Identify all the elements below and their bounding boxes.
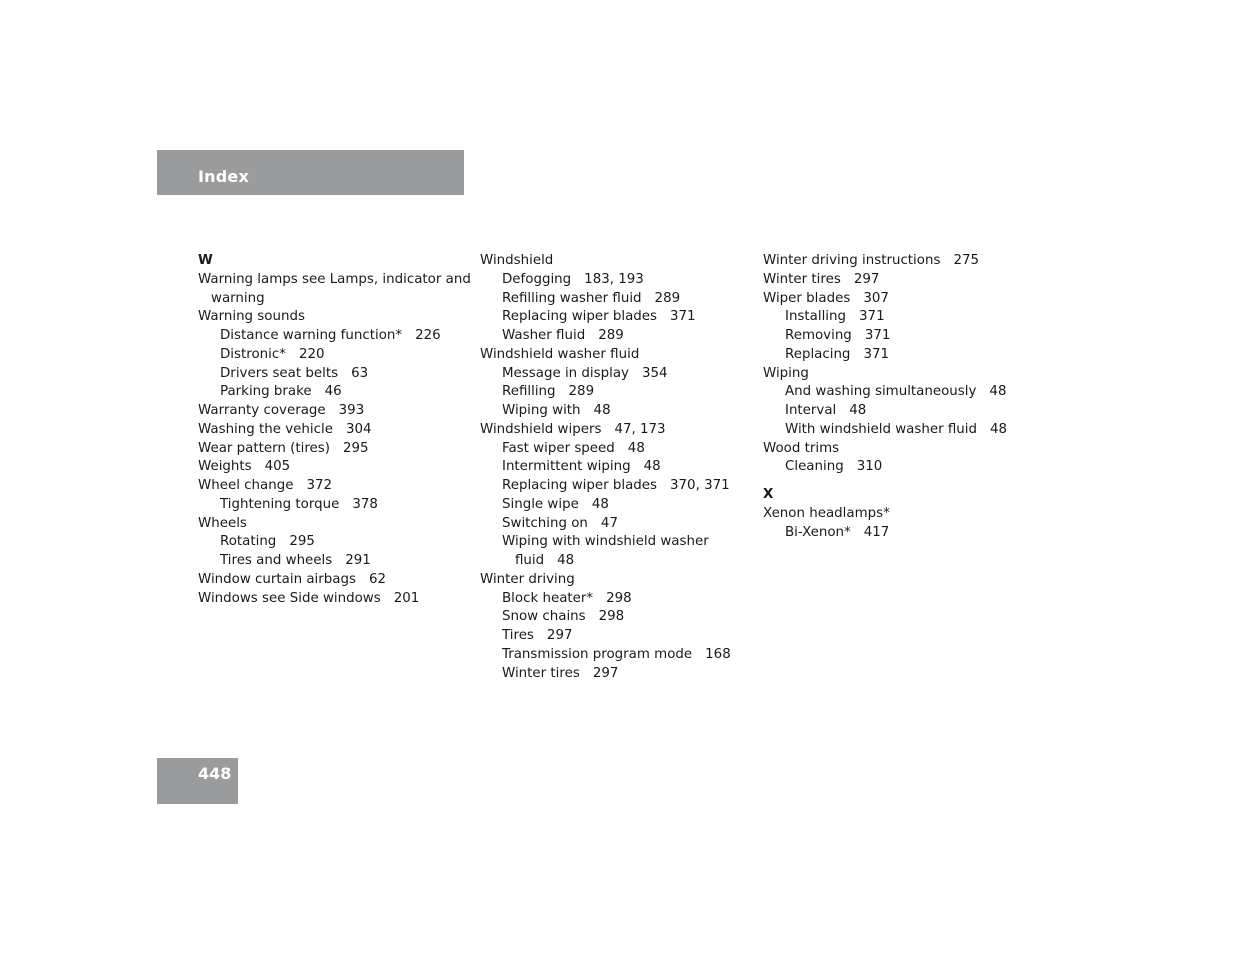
index-entry [480, 571, 731, 590]
index-term: Block heater* [502, 590, 594, 606]
index-term: Warranty coverage [198, 403, 326, 418]
index-entry [198, 402, 471, 421]
index-term: Tires and wheels [220, 553, 333, 568]
index-term: And washing simultaneously [785, 384, 977, 400]
index-entry [198, 421, 471, 440]
index-term: Defogging [502, 271, 572, 287]
index-page-ref: 371 [859, 309, 885, 325]
index-page-ref: 48 [591, 496, 609, 512]
index-page-ref: 289 [654, 290, 681, 306]
index-subentry [763, 402, 1007, 421]
index-page-ref: 63 [351, 365, 369, 381]
index-page-ref: 47, 173 [614, 421, 666, 437]
index-term: Winter tires [763, 271, 841, 287]
index-term: W [198, 253, 213, 268]
index-term: Washing the vehicle [198, 421, 333, 437]
index-page-ref: 372 [306, 478, 333, 493]
index-subentry [198, 496, 471, 515]
index-column-1 [198, 252, 471, 608]
index-entry [198, 271, 471, 290]
index-term: Xenon headlamps* [763, 505, 890, 521]
index-page-ref: 297 [592, 665, 619, 681]
index-page-ref: 291 [345, 553, 371, 568]
index-subentry [480, 590, 731, 609]
index-subentry [198, 290, 471, 309]
index-term: Wiping with windshield washer [502, 534, 709, 550]
index-page-ref: 48 [593, 403, 611, 418]
index-term: Tires [502, 628, 534, 643]
index-subentry [480, 327, 731, 346]
index-page-ref: 48 [627, 440, 645, 456]
index-term: Bi-Xenon* [785, 524, 851, 540]
index-term: Distance warning function* [220, 328, 403, 343]
index-page-ref: 48 [989, 421, 1008, 437]
index-page-ref: 201 [393, 590, 420, 606]
index-subentry [480, 515, 731, 534]
index-subentry [198, 327, 471, 346]
index-subentry [480, 365, 731, 384]
index-term: Intermittent wiping [502, 459, 631, 475]
index-entry [480, 252, 731, 271]
index-subentry [480, 383, 731, 402]
index-header-bar [157, 150, 464, 195]
index-page-ref: 46 [324, 384, 342, 400]
index-term: Refilling washer fluid [502, 290, 642, 306]
index-page-ref: 393 [338, 403, 365, 418]
index-entry [198, 571, 471, 590]
index-term: Message in display [502, 365, 629, 381]
index-page-ref: 183, 193 [584, 271, 644, 287]
index-subentry [480, 308, 731, 327]
index-term: Rotating [220, 534, 277, 550]
index-page-ref: 48 [643, 459, 661, 475]
index-entry [198, 477, 471, 496]
index-term: Wear pattern (tires) [198, 440, 330, 456]
index-subentry [763, 421, 1007, 440]
index-subentry [480, 533, 731, 552]
index-subentry [480, 496, 731, 515]
index-term: Tightening torque [220, 496, 340, 512]
index-term: Snow chains [502, 609, 586, 625]
index-page-ref: 220 [298, 346, 325, 362]
index-page-ref: 371 [670, 309, 696, 325]
index-page-ref: 371 [863, 346, 889, 362]
index-subentry [763, 383, 1007, 402]
index-term: Windshield washer fluid [480, 346, 640, 362]
index-letter-heading [198, 252, 471, 271]
index-subentry [480, 458, 731, 477]
index-subentry [198, 552, 471, 571]
index-entry [198, 515, 471, 534]
index-column-3 [763, 252, 1007, 542]
index-term: Refilling [502, 384, 556, 400]
index-page-ref: 295 [289, 534, 315, 550]
index-term: Replacing wiper blades [502, 309, 658, 325]
index-term: X [763, 487, 774, 502]
index-term: Installing [785, 309, 847, 325]
index-subentry [480, 271, 731, 290]
index-page-ref: 62 [368, 571, 386, 587]
index-subentry [763, 308, 1007, 327]
index-subentry [480, 608, 731, 627]
index-page-ref: 405 [264, 459, 291, 475]
index-term: Wheels [198, 515, 247, 531]
index-page-ref: 297 [546, 628, 573, 643]
index-subentry [763, 458, 1007, 477]
index-page-ref: 307 [863, 290, 889, 306]
index-entry [763, 505, 1007, 524]
index-term: fluid [515, 553, 545, 568]
index-entry [763, 440, 1007, 459]
index-term: Replacing [785, 346, 851, 362]
page-title: Index [198, 167, 249, 186]
index-subentry [480, 665, 731, 684]
index-term: Removing [785, 328, 852, 343]
index-page-ref: 417 [863, 524, 890, 540]
index-term: Wiper blades [763, 290, 851, 306]
index-subentry [198, 383, 471, 402]
index-subentry [480, 646, 731, 665]
index-entry [198, 590, 471, 609]
index-term: Washer fluid [502, 328, 586, 343]
index-page-ref: 226 [415, 328, 441, 343]
index-page-ref: 295 [342, 440, 369, 456]
index-page-ref: 378 [352, 496, 378, 512]
index-page-ref: 371 [864, 328, 891, 343]
index-subentry [480, 290, 731, 309]
index-column-2 [480, 252, 731, 683]
index-subentry [480, 440, 731, 459]
index-entry [763, 365, 1007, 384]
index-subentry [480, 627, 731, 646]
index-term: Transmission program mode [502, 646, 693, 662]
index-term: Window curtain airbags [198, 571, 356, 587]
index-term: Fast wiper speed [502, 440, 615, 456]
index-page-ref: 354 [641, 365, 668, 381]
page-number: 448 [198, 764, 232, 783]
page-number-box [157, 758, 238, 804]
index-term: Cleaning [785, 459, 844, 475]
index-entry [198, 308, 471, 327]
index-subentry [480, 402, 731, 421]
index-subentry [763, 524, 1007, 543]
index-entry [198, 458, 471, 477]
index-subentry [480, 477, 731, 496]
index-term: Windshield wipers [480, 421, 602, 437]
index-page-ref: 48 [849, 403, 867, 418]
index-page-ref: 298 [606, 590, 632, 606]
index-term: Weights [198, 459, 252, 475]
index-entry [480, 346, 731, 365]
index-page-ref: 297 [853, 271, 880, 287]
index-term: With windshield washer fluid [785, 421, 977, 437]
index-term: Switching on [502, 515, 588, 531]
index-term: Windshield [480, 253, 554, 268]
index-entry [763, 271, 1007, 290]
index-term: Wood trims [763, 440, 840, 456]
index-entry [763, 290, 1007, 309]
index-term: Parking brake [220, 384, 312, 400]
index-term: Winter driving instructions [763, 253, 941, 268]
index-subentry [763, 346, 1007, 365]
index-term: Single wipe [502, 496, 579, 512]
index-page-ref: 304 [345, 421, 372, 437]
index-term: Warning sounds [198, 309, 305, 325]
index-term: Warning lamps see Lamps, indicator and [198, 271, 471, 287]
index-subentry [763, 327, 1007, 346]
index-term: Winter driving [480, 571, 575, 587]
index-page-ref: 47 [600, 515, 618, 531]
index-term: Wiping with [502, 403, 581, 418]
index-subentry [198, 346, 471, 365]
index-term: Interval [785, 403, 837, 418]
index-term: warning [211, 290, 265, 306]
index-term: Winter tires [502, 665, 580, 681]
index-page-ref: 289 [598, 328, 624, 343]
index-page-ref: 370, 371 [670, 478, 730, 493]
index-page-ref: 168 [705, 646, 731, 662]
index-term: Drivers seat belts [220, 365, 339, 381]
index-subentry [480, 552, 731, 571]
index-page-ref: 275 [953, 253, 979, 268]
index-entry [763, 252, 1007, 271]
index-page-ref: 289 [568, 384, 595, 400]
index-term: Distronic* [220, 346, 286, 362]
index-page-ref: 48 [557, 553, 575, 568]
index-page-ref: 298 [598, 609, 625, 625]
index-term: Wiping [763, 365, 809, 381]
index-page-ref: 310 [856, 459, 883, 475]
index-letter-heading [763, 486, 1007, 505]
index-entry [198, 440, 471, 459]
index-subentry [198, 365, 471, 384]
index-term: Wheel change [198, 478, 294, 493]
index-page-ref: 48 [989, 384, 1007, 400]
index-entry [480, 421, 731, 440]
index-subentry [198, 533, 471, 552]
index-term: Replacing wiper blades [502, 478, 658, 493]
index-term: Windows see Side windows [198, 590, 381, 606]
